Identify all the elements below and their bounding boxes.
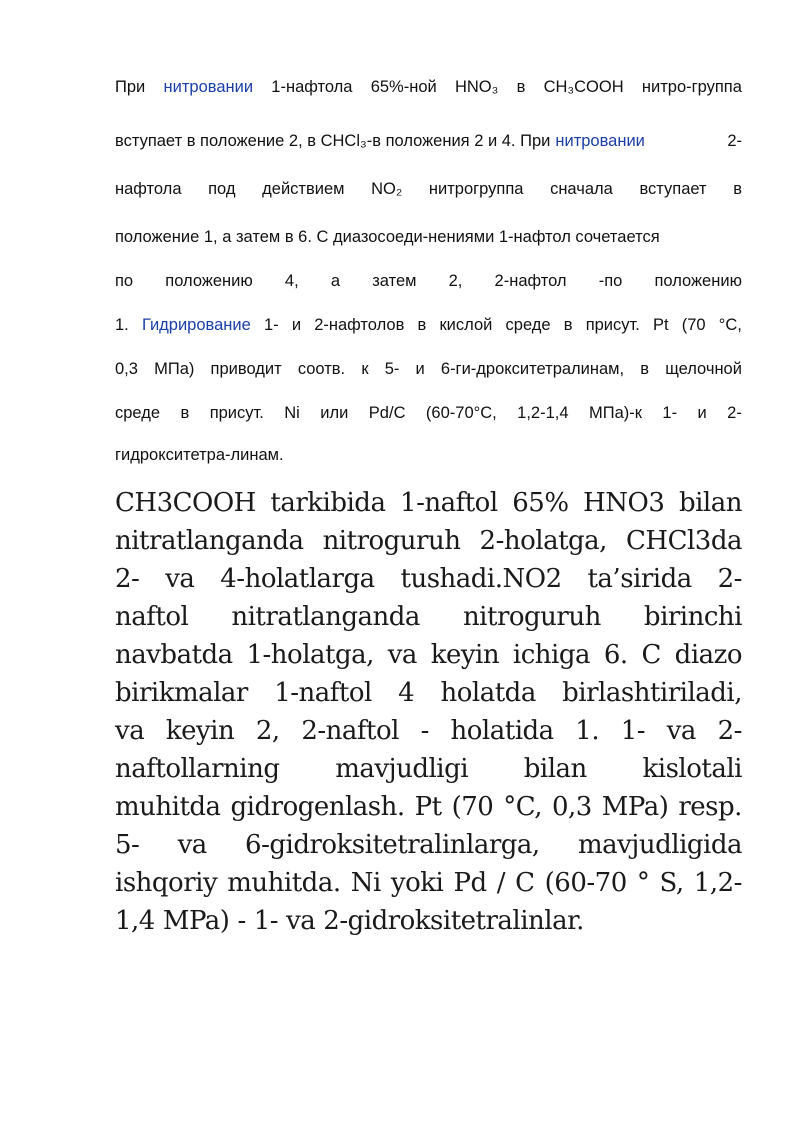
uzbek-text-line bbox=[115, 488, 742, 518]
text-segment: Ni bbox=[284, 404, 300, 422]
uzbek-text-line bbox=[115, 906, 742, 936]
text-segment: в bbox=[180, 404, 190, 422]
text-word: va bbox=[177, 830, 207, 860]
text-segment: среде bbox=[505, 316, 551, 334]
uzbek-text-line bbox=[115, 792, 742, 822]
text-word: 2- bbox=[717, 716, 742, 746]
text-word: 2- bbox=[717, 564, 742, 594]
text-word: ichiga bbox=[512, 640, 591, 670]
text-segment: действием bbox=[262, 180, 345, 198]
text-segment: нитрогруппа bbox=[428, 180, 524, 198]
text-segment: затем bbox=[372, 272, 417, 290]
text-word: 1-naftol bbox=[274, 678, 372, 708]
text-segment: 2, bbox=[448, 272, 463, 290]
text-word: tarkibida bbox=[270, 488, 386, 518]
text-segment: 2- bbox=[727, 132, 742, 150]
text-segment: щелочной bbox=[665, 360, 742, 378]
text-segment: присут. bbox=[209, 404, 264, 422]
text-word: 65% bbox=[512, 488, 569, 518]
text-word: nitratlanganda bbox=[231, 602, 420, 632]
text-word: Ni bbox=[350, 868, 381, 898]
text-word: keyin bbox=[430, 640, 500, 670]
text-segment: по bbox=[115, 272, 134, 290]
term-link[interactable]: нитровании bbox=[555, 132, 645, 150]
text-segment: приводит bbox=[210, 360, 282, 378]
uzbek-text-line bbox=[115, 526, 742, 556]
text-segment: в bbox=[563, 316, 573, 334]
text-word: bilan bbox=[678, 488, 742, 518]
uzbek-text-line bbox=[115, 754, 742, 784]
text-segment: в bbox=[640, 360, 650, 378]
text-word: MPa) bbox=[162, 906, 230, 936]
text-word: CHCl3da bbox=[626, 526, 742, 556]
text-word: tushadi.NO2 bbox=[400, 564, 562, 594]
text-word: resp. bbox=[678, 792, 742, 822]
text-word: bilan bbox=[523, 754, 587, 784]
russian-text-line bbox=[115, 360, 742, 379]
text-segment: и bbox=[415, 360, 425, 378]
text-word: nitroguruh bbox=[322, 526, 461, 556]
text-segment: 0,3 bbox=[115, 360, 138, 378]
text-word: 1,4 bbox=[115, 906, 155, 936]
text-segment: -по bbox=[598, 272, 623, 290]
text-segment: 1-нафтола bbox=[271, 78, 353, 96]
text-segment: к bbox=[361, 360, 369, 378]
text-segment: (70 bbox=[681, 316, 706, 334]
text-word: naftol bbox=[115, 602, 189, 632]
text-segment: 5- bbox=[384, 360, 400, 378]
text-word: holatda bbox=[440, 678, 536, 708]
text-word: 1- bbox=[253, 906, 279, 936]
text-segment: Pt bbox=[653, 316, 669, 334]
text-word: 2-gidroksitetralinlar. bbox=[323, 906, 584, 936]
text-word: - bbox=[420, 716, 429, 746]
text-segment: 65%-ной bbox=[370, 78, 437, 96]
term-link[interactable]: нитровании bbox=[163, 78, 254, 96]
text-word: diazo bbox=[674, 640, 742, 670]
text-word: 2- bbox=[115, 564, 140, 594]
text-segment: 1- bbox=[662, 404, 678, 422]
text-segment: положению bbox=[654, 272, 742, 290]
text-segment: гидрокситетра-линам. bbox=[115, 446, 284, 464]
text-word: ishqoriy bbox=[115, 868, 218, 898]
text-word: 1. bbox=[575, 716, 600, 746]
text-word: va bbox=[165, 564, 195, 594]
text-word: nitratlanganda bbox=[115, 526, 304, 556]
text-segment: нафтола bbox=[115, 180, 182, 198]
uzbek-text-line bbox=[115, 640, 742, 670]
text-word: kislotali bbox=[642, 754, 742, 784]
text-word: MPa) bbox=[601, 792, 669, 822]
text-word: 6-gidroksitetralinlarga, bbox=[245, 830, 540, 860]
text-segment: 4, bbox=[284, 272, 299, 290]
uzbek-text-line bbox=[115, 716, 742, 746]
russian-text-line bbox=[115, 446, 742, 465]
russian-text-line bbox=[115, 272, 742, 291]
text-segment: присут. bbox=[585, 316, 640, 334]
text-word: birinchi bbox=[643, 602, 742, 632]
text-word: C bbox=[641, 640, 661, 670]
text-word: nitroguruh bbox=[462, 602, 601, 632]
text-segment: под bbox=[208, 180, 236, 198]
text-segment: 1,2-1,4 bbox=[517, 404, 569, 422]
text-segment: вступает в положение 2, в CHCl₃-в положения 2 и 4. При bbox=[115, 132, 551, 150]
russian-text-line bbox=[115, 180, 742, 199]
text-segment: нитро-группа bbox=[641, 78, 742, 96]
text-word: 4-holatlarga bbox=[220, 564, 375, 594]
text-segment: и bbox=[697, 404, 707, 422]
text-segment: МПа) bbox=[154, 360, 195, 378]
text-word: - bbox=[237, 906, 246, 936]
text-segment: а bbox=[330, 272, 341, 290]
text-word: S, bbox=[659, 868, 684, 898]
text-word: 2-naftol bbox=[301, 716, 399, 746]
text-word: 2, bbox=[255, 716, 280, 746]
text-word: 1-naftol bbox=[400, 488, 498, 518]
text-word: mavjudligi bbox=[335, 754, 469, 784]
text-word: va bbox=[286, 906, 316, 936]
text-word: va bbox=[387, 640, 417, 670]
text-word: navbatda bbox=[115, 640, 233, 670]
text-word: C bbox=[515, 868, 535, 898]
text-segment: в bbox=[733, 180, 742, 198]
text-segment: в bbox=[417, 316, 427, 334]
text-word: ° bbox=[636, 868, 650, 898]
text-word: keyin bbox=[165, 716, 235, 746]
text-word: 1,2- bbox=[693, 868, 742, 898]
text-segment: Pd/C bbox=[368, 404, 406, 422]
text-word: (70 bbox=[451, 792, 494, 822]
uzbek-text-line bbox=[115, 678, 742, 708]
text-segment: сначала bbox=[550, 180, 613, 198]
text-word: 1- bbox=[620, 716, 646, 746]
text-word: Pd bbox=[453, 868, 487, 898]
text-segment: °С, bbox=[718, 316, 742, 334]
text-segment: среде bbox=[115, 404, 161, 422]
text-word: CH3COOH bbox=[115, 488, 256, 518]
text-segment: 6-ги-дрокситетралинам, bbox=[440, 360, 625, 378]
text-word: 1-holatga, bbox=[246, 640, 374, 670]
text-segment: вступает bbox=[639, 180, 707, 198]
text-word: 6. bbox=[603, 640, 628, 670]
text-segment: в bbox=[516, 78, 526, 96]
text-word: 0,3 bbox=[551, 792, 592, 822]
text-word: yoki bbox=[390, 868, 444, 898]
russian-text-line bbox=[115, 404, 742, 423]
russian-text-line bbox=[115, 132, 742, 151]
text-word: HNO3 bbox=[583, 488, 665, 518]
text-segment: или bbox=[320, 404, 349, 422]
text-word: (60-70 bbox=[544, 868, 627, 898]
text-segment: (60-70°С, bbox=[425, 404, 497, 422]
text-segment: кислой bbox=[439, 316, 493, 334]
russian-text-line bbox=[115, 316, 742, 335]
text-word: birlashtiriladi, bbox=[562, 678, 742, 708]
text-word: mavjudligida bbox=[577, 830, 742, 860]
text-word: muhitda bbox=[115, 792, 221, 822]
term-link[interactable]: Гидрирование bbox=[141, 316, 251, 334]
text-segment: CH₃COOH bbox=[543, 78, 624, 96]
text-word: gidrogenlash. bbox=[230, 792, 405, 822]
text-segment: соотв. bbox=[297, 360, 346, 378]
text-segment: 2- bbox=[727, 404, 742, 422]
uzbek-text-line bbox=[115, 564, 742, 594]
text-word: 4 bbox=[398, 678, 415, 708]
text-word: holatida bbox=[450, 716, 554, 746]
text-segment: 2-нафтол bbox=[494, 272, 567, 290]
uzbek-text-line bbox=[115, 830, 742, 860]
text-word: / bbox=[496, 868, 505, 898]
text-segment: положению bbox=[165, 272, 253, 290]
text-segment: NO₂ bbox=[371, 180, 403, 198]
text-segment: 1. bbox=[115, 316, 129, 334]
russian-text-line bbox=[115, 228, 742, 247]
text-segment: и bbox=[291, 316, 302, 334]
text-segment: При bbox=[115, 78, 146, 96]
text-word: 2-holatga, bbox=[479, 526, 607, 556]
text-word: birikmalar bbox=[115, 678, 248, 708]
text-word: Pt bbox=[414, 792, 442, 822]
text-segment: положение 1, а затем в 6. С диазосоеди-нениями 1-нафтол сочетается bbox=[115, 228, 660, 246]
text-word: naftollarning bbox=[115, 754, 280, 784]
text-segment: HNO₃ bbox=[454, 78, 499, 96]
uzbek-text-line bbox=[115, 868, 742, 898]
text-word: °C, bbox=[503, 792, 542, 822]
text-word: ta’sirida bbox=[587, 564, 692, 594]
uzbek-text-line bbox=[115, 602, 742, 632]
text-word: va bbox=[115, 716, 145, 746]
text-word: va bbox=[666, 716, 696, 746]
russian-text-line bbox=[115, 78, 742, 97]
text-segment: 2-нафтолов bbox=[314, 316, 405, 334]
text-segment: МПа)-к bbox=[588, 404, 642, 422]
text-word: muhitda. bbox=[227, 868, 341, 898]
text-segment: 1- bbox=[263, 316, 279, 334]
text-word: 5- bbox=[115, 830, 140, 860]
